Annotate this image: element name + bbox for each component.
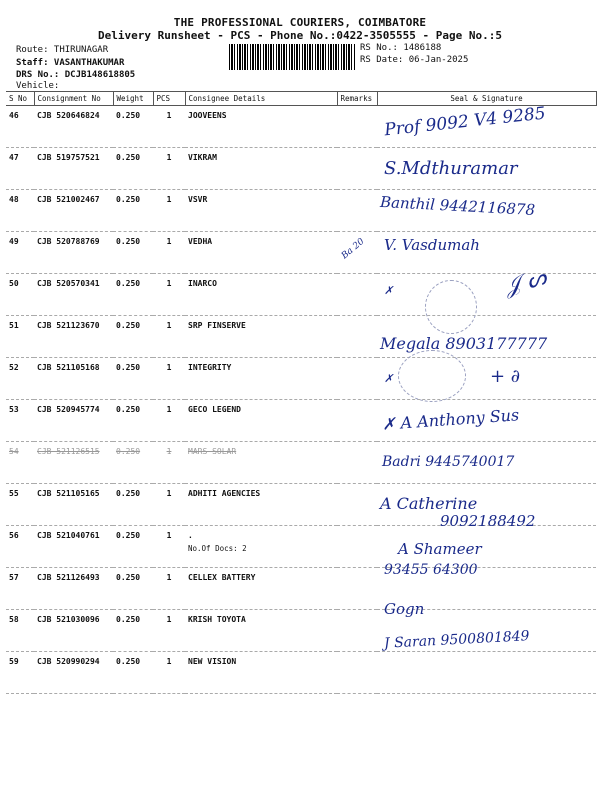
col-consignee: Consignee Details (185, 92, 337, 106)
signature-58: Gogn (384, 600, 425, 618)
signature-46: Prof 9092 V4 9285 (383, 103, 547, 141)
cell-remarks (337, 148, 377, 190)
cell-consignment (34, 400, 113, 442)
cell-pcs-text: 1 (166, 111, 172, 120)
signature-48: Banthil 9442116878 (379, 192, 536, 220)
signature-57: A Shameer (398, 540, 482, 558)
cell-pcs-text: 1 (166, 447, 172, 456)
cell-signature (377, 652, 596, 694)
cell-sno-text: 59 (9, 657, 19, 666)
cell-consignment-text: CJB 520788769 (37, 237, 100, 246)
barcode-icon (229, 44, 355, 70)
cell-consignment (34, 568, 113, 610)
cell-consignee (185, 442, 337, 484)
cell-consignment-text: CJB 520570341 (37, 279, 100, 288)
rs-info (360, 42, 468, 66)
cell-remarks (337, 610, 377, 652)
cell-remarks (337, 358, 377, 400)
document-subtitle: Delivery Runsheet - PCS - Phone No.:0422-3505555 - Page No.:5 (98, 29, 502, 42)
cell-weight (113, 148, 153, 190)
signature-53: ✗ A Anthony Sus (381, 405, 520, 434)
cell-pcs (153, 400, 185, 442)
tick-mark-52: ✗ (384, 372, 394, 385)
staff-label: Staff: VASANTHAKUMAR (16, 58, 125, 68)
cell-consignee (185, 274, 337, 316)
signature-49-note: Ba 20 (339, 236, 367, 262)
cell-pcs (153, 316, 185, 358)
cell-consignment-text: CJB 521105165 (37, 489, 100, 498)
cell-sno (6, 358, 34, 400)
cell-consignee (185, 484, 337, 526)
cell-sno-text: 55 (9, 489, 19, 498)
cell-pcs (153, 358, 185, 400)
cell-remarks (337, 190, 377, 232)
cell-pcs-text: 1 (166, 657, 172, 666)
route-label: Route: THIRUNAGAR (16, 45, 109, 55)
cell-consignee (185, 652, 337, 694)
cell-consignment-text: CJB 520990294 (37, 657, 100, 666)
cell-sno-text: 48 (9, 195, 19, 204)
cell-consignment (34, 274, 113, 316)
signature-55: A Catherine (380, 494, 478, 513)
signature-54: Badri 9445740017 (382, 454, 515, 470)
signature-57-phone: 93455 64300 (384, 562, 478, 578)
drs-number: DRS No.: DCJB148618805 (16, 70, 136, 80)
cell-pcs-text: 1 (166, 153, 172, 162)
cell-weight (113, 652, 153, 694)
cell-consignment-text: CJB 521126515 (37, 447, 100, 456)
cell-pcs-text: 1 (166, 279, 172, 288)
cell-consignment (34, 316, 113, 358)
cell-sno (6, 148, 34, 190)
cell-remarks (337, 652, 377, 694)
cell-pcs (153, 274, 185, 316)
cell-consignment-text: CJB 521040761 (37, 531, 100, 540)
cell-sno (6, 484, 34, 526)
cell-weight-text: 0.250 (116, 657, 141, 666)
cell-consignment-text: CJB 520646824 (37, 111, 100, 120)
cell-consignment-text: CJB 521123670 (37, 321, 100, 330)
cell-consignee-text: INTEGRITY (188, 363, 232, 372)
signature-59: J Saran 9500801849 (383, 628, 530, 652)
col-signature: Seal & Signature (377, 92, 596, 106)
cell-remarks (337, 484, 377, 526)
col-remarks: Remarks (337, 92, 377, 106)
cell-weight (113, 274, 153, 316)
cell-sno-text: 57 (9, 573, 19, 582)
cell-consignment (34, 232, 113, 274)
signature-52: + ∂ (490, 366, 521, 387)
cell-consignee (185, 106, 337, 148)
cell-consignment (34, 442, 113, 484)
signature-55-phone: 9092188492 (440, 512, 536, 530)
cell-pcs-text: 1 (166, 237, 172, 246)
cell-weight-text: 0.250 (116, 531, 141, 540)
cell-consignment (34, 652, 113, 694)
cell-sno (6, 316, 34, 358)
cell-consignee-text: CELLEX BATTERY (188, 573, 256, 582)
cell-consignment-text: CJB 521002467 (37, 195, 100, 204)
cell-pcs-text: 1 (166, 405, 172, 414)
cell-consignment-text: CJB 521126493 (37, 573, 100, 582)
cell-sno-text: 49 (9, 237, 19, 246)
cell-sno-text: 51 (9, 321, 19, 330)
cell-consignee (185, 148, 337, 190)
cell-consignment (34, 358, 113, 400)
cell-weight-text: 0.250 (116, 405, 141, 414)
cell-weight-text: 0.250 (116, 615, 141, 624)
cell-weight-text: 0.250 (116, 321, 141, 330)
cell-weight (113, 484, 153, 526)
cell-pcs-text: 1 (166, 489, 172, 498)
cell-pcs (153, 442, 185, 484)
cell-pcs (153, 610, 185, 652)
cell-weight-text: 0.250 (116, 195, 141, 204)
cell-weight (113, 610, 153, 652)
col-consignment: Consignment No (34, 92, 113, 106)
cell-pcs (153, 526, 185, 568)
cell-sno (6, 400, 34, 442)
cell-consignment-text: CJB 521105168 (37, 363, 100, 372)
cell-weight (113, 568, 153, 610)
cell-pcs (153, 106, 185, 148)
table-row (6, 568, 596, 610)
cell-sno (6, 274, 34, 316)
cell-remarks (337, 568, 377, 610)
cell-weight (113, 106, 153, 148)
cell-consignee (185, 400, 337, 442)
cell-weight-text: 0.250 (116, 573, 141, 582)
cell-weight (113, 526, 153, 568)
cell-consignee-text: VEDHA (188, 237, 213, 246)
cell-pcs-text: 1 (166, 615, 172, 624)
cell-pcs-text: 1 (166, 363, 172, 372)
col-pcs: PCS (153, 92, 185, 106)
cell-pcs-text: 1 (166, 195, 172, 204)
cell-weight-text: 0.250 (116, 111, 141, 120)
cell-sno (6, 652, 34, 694)
docs-count: No.Of Docs: 2 (188, 544, 247, 553)
cell-weight (113, 190, 153, 232)
cell-weight (113, 316, 153, 358)
cell-consignment-text: CJB 519757521 (37, 153, 100, 162)
signature-49: V. Vasdumah (384, 236, 480, 254)
rs-date: RS Date: 06-Jan-2025 (360, 55, 469, 65)
cell-sno-text: 53 (9, 405, 19, 414)
cell-weight-text: 0.250 (116, 489, 141, 498)
cell-sno (6, 190, 34, 232)
cell-pcs (153, 148, 185, 190)
cell-sno (6, 442, 34, 484)
cell-sno (6, 610, 34, 652)
col-weight: Weight (113, 92, 153, 106)
cell-consignment (34, 484, 113, 526)
cell-remarks (337, 526, 377, 568)
signature-50: 𝒥 ᔕ (502, 265, 550, 300)
cell-consignee-text: INARCO (188, 279, 217, 288)
table-row (6, 652, 596, 694)
cell-pcs-text: 1 (166, 321, 172, 330)
cell-pcs (153, 484, 185, 526)
cell-remarks (337, 274, 377, 316)
cell-remarks (337, 400, 377, 442)
cell-sno-text: 58 (9, 615, 19, 624)
cell-sno-text: 54 (9, 447, 19, 456)
cell-weight-text: 0.250 (116, 447, 141, 456)
cell-consignee (185, 526, 337, 568)
cell-consignee-text: VIKRAM (188, 153, 217, 162)
cell-consignee-text: SRP FINSERVE (188, 321, 246, 330)
cell-consignment (34, 190, 113, 232)
cell-weight (113, 442, 153, 484)
cell-consignment (34, 106, 113, 148)
cell-consignment (34, 526, 113, 568)
cell-consignee (185, 568, 337, 610)
cell-sno-text: 56 (9, 531, 19, 540)
cell-consignment-text: CJB 520945774 (37, 405, 100, 414)
cell-consignee-text: NEW VISION (188, 657, 237, 666)
cell-consignee (185, 232, 337, 274)
cell-consignee-text: ADHITI AGENCIES (188, 489, 261, 498)
document-title: THE PROFESSIONAL COURIERS, COIMBATORE (173, 16, 427, 29)
cell-consignee (185, 190, 337, 232)
cell-sno (6, 232, 34, 274)
cell-weight-text: 0.250 (116, 237, 141, 246)
cell-pcs (153, 232, 185, 274)
cell-remarks (337, 316, 377, 358)
cell-sno-text: 46 (9, 111, 19, 120)
signature-51: Megala 8903177777 (380, 334, 548, 353)
cell-pcs (153, 652, 185, 694)
cell-pcs-text: 1 (166, 531, 172, 540)
seal-stamp-52 (398, 350, 466, 402)
runsheet-table (6, 91, 597, 694)
table-row (6, 232, 596, 274)
cell-sno (6, 568, 34, 610)
cell-consignment (34, 148, 113, 190)
cell-weight (113, 400, 153, 442)
cell-remarks (337, 442, 377, 484)
cell-pcs (153, 568, 185, 610)
cell-consignee-text: KRISH TOYOTA (188, 615, 246, 624)
cell-consignee-text: VSVR (188, 195, 208, 204)
cell-consignment (34, 610, 113, 652)
cell-sno-text: 47 (9, 153, 19, 162)
cell-signature (377, 274, 596, 316)
tick-mark-50: ✗ (384, 284, 394, 297)
vehicle-label: Vehicle: (16, 81, 60, 91)
cell-consignee (185, 610, 337, 652)
cell-consignee (185, 316, 337, 358)
cell-remarks (337, 106, 377, 148)
seal-stamp-50 (425, 280, 477, 334)
table-header-row (6, 92, 596, 106)
cell-weight (113, 358, 153, 400)
cell-weight-text: 0.250 (116, 279, 141, 288)
signature-47: S.Mdthuramar (384, 158, 518, 179)
rs-number: RS No.: 1486188 (360, 43, 442, 53)
col-sno: S No (6, 92, 34, 106)
cell-consignee-text: GECO LEGEND (188, 405, 241, 414)
cell-weight-text: 0.250 (116, 153, 141, 162)
cell-consignee (185, 358, 337, 400)
cell-pcs (153, 190, 185, 232)
cell-pcs-text: 1 (166, 573, 172, 582)
cell-weight (113, 232, 153, 274)
cell-consignee-text: JOOVEENS (188, 111, 227, 120)
cell-consignee-text: . (188, 531, 193, 540)
cell-consignee-text: MARS SOLAR (188, 447, 237, 456)
cell-sno-text: 50 (9, 279, 19, 288)
table-row (6, 526, 596, 568)
cell-consignment-text: CJB 521030096 (37, 615, 100, 624)
cell-sno (6, 526, 34, 568)
cell-sno-text: 52 (9, 363, 19, 372)
cell-sno (6, 106, 34, 148)
cell-weight-text: 0.250 (116, 363, 141, 372)
